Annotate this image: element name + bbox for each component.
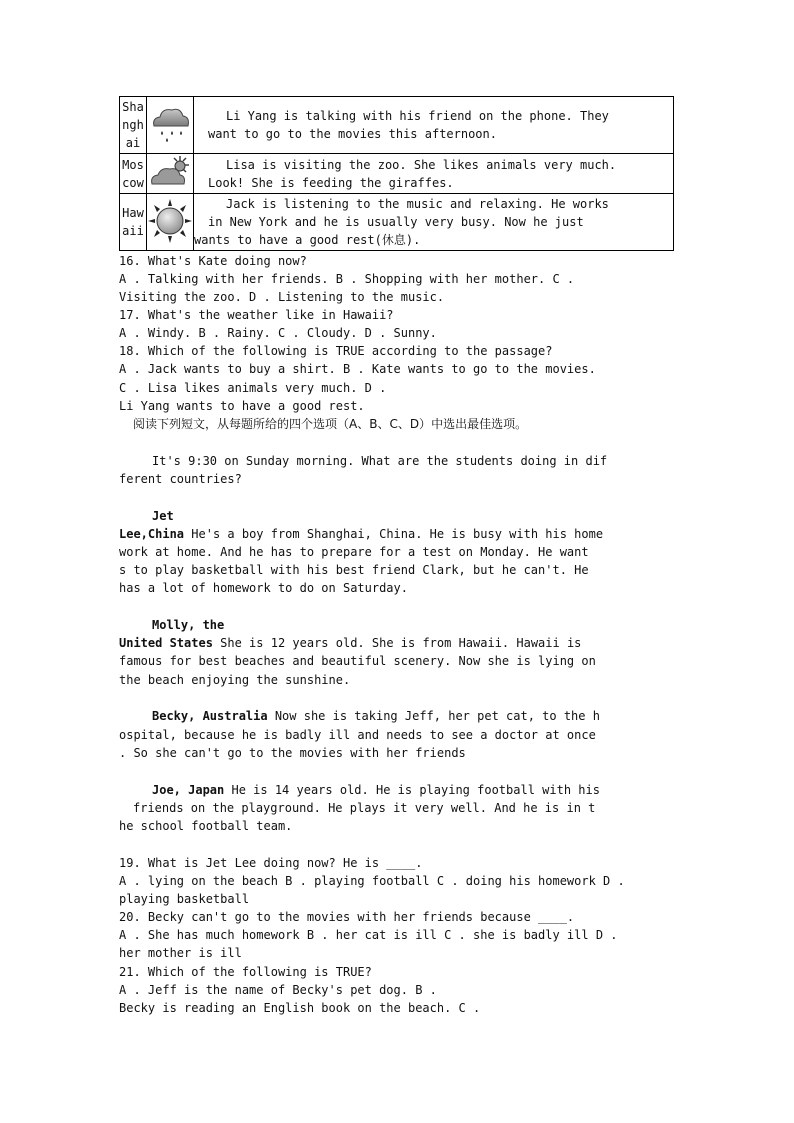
- passage-jet-name-1: Jet: [152, 509, 174, 523]
- question-18-options-end: Li Yang wants to have a good rest.: [119, 399, 365, 413]
- question-18: 18. Which of the following is TRUE according to the passage?: [119, 344, 553, 358]
- question-21-options-cont: Becky is reading an English book on the beach. C .: [119, 1001, 481, 1015]
- table-row-hawaii: [120, 194, 674, 251]
- passage-molly-line-3: the beach enjoying the sunshine.: [119, 673, 351, 687]
- section-instruction: 阅读下列短文，从每题所给的四个选项（A、B、C、D）中选出最佳选项。: [133, 417, 528, 431]
- passage-jet-line-3: s to play basketball with his best friend Clark, but he can't. He: [119, 563, 589, 577]
- passage-jet-line-1: Lee,China He's a boy from Shanghai, China. He is busy with his home: [119, 527, 604, 541]
- table-row-moscow: [120, 154, 674, 194]
- question-20: 20. Becky can't go to the movies with her friends because ____.: [119, 910, 575, 924]
- intro-line-2: ferent countries?: [119, 472, 242, 486]
- rain-cloud-icon: [147, 97, 194, 154]
- passage-joe-line-2: friends on the playground. He plays it very well. And he is in t: [133, 801, 596, 815]
- description-cell: Lisa is visiting the zoo. She likes animals very much. Look! She is feeding the giraffes.: [194, 154, 674, 194]
- weather-table: [119, 96, 674, 251]
- question-18-options-cont: C . Lisa likes animals very much. D .: [119, 381, 387, 395]
- question-21: 21. Which of the following is TRUE?: [119, 965, 372, 979]
- passage-molly-line-2: famous for best beaches and beautiful scenery. Now she is lying on: [119, 654, 596, 668]
- city-cell: Haw aii: [120, 194, 147, 251]
- description-cell: Jack is listening to the music and relaxing. He works in New York and he is usually very busy. Now he just wants to have a good rest(休息).: [194, 194, 674, 251]
- passage-becky-line-2: ospital, because he is badly ill and needs to see a doctor at once: [119, 728, 596, 742]
- passage-molly-line-1: United States She is 12 years old. She is from Hawaii. Hawaii is: [119, 636, 582, 650]
- sun-icon: [147, 194, 194, 251]
- table-row-shanghai: [120, 97, 674, 154]
- cloud-sun-icon: [147, 154, 194, 194]
- intro-line-1: It's 9:30 on Sunday morning. What are the students doing in dif: [152, 454, 608, 468]
- passage-jet-line-2: work at home. And he has to prepare for a test on Monday. He want: [119, 545, 589, 559]
- passage-joe-line-3: he school football team.: [119, 819, 293, 833]
- question-18-options: A . Jack wants to buy a shirt. B . Kate wants to go to the movies.: [119, 362, 596, 376]
- passage-joe-line-1: Joe, Japan He is 14 years old. He is playing football with his: [152, 783, 600, 797]
- question-16-options-cont: Visiting the zoo. D . Listening to the music.: [119, 290, 445, 304]
- passage-becky-line-3: . So she can't go to the movies with her friends: [119, 746, 466, 760]
- question-21-options: A . Jeff is the name of Becky's pet dog. B .: [119, 983, 437, 997]
- question-19-options-cont: playing basketball: [119, 892, 250, 906]
- question-16-options: A . Talking with her friends. B . Shopping with her mother. C .: [119, 272, 575, 286]
- question-19-options: A . lying on the beach B . playing football C . doing his homework D .: [119, 874, 625, 888]
- description-cell: Li Yang is talking with his friend on the phone. They want to go to the movies this afternoon.: [194, 97, 674, 154]
- question-16: 16. What's Kate doing now?: [119, 254, 307, 268]
- question-20-options: A . She has much homework B . her cat is ill C . she is badly ill D .: [119, 928, 618, 942]
- question-20-options-cont: her mother is ill: [119, 946, 242, 960]
- passage-jet-line-4: has a lot of homework to do on Saturday.: [119, 581, 408, 595]
- city-cell: Mos cow: [120, 154, 147, 194]
- passage-molly-name-1: Molly, the: [152, 618, 225, 632]
- question-17: 17. What's the weather like in Hawaii?: [119, 308, 394, 322]
- question-19: 19. What is Jet Lee doing now? He is ____.: [119, 856, 423, 870]
- question-17-options: A . Windy. B . Rainy. C . Cloudy. D . Sunny.: [119, 326, 437, 340]
- passage-becky-line-1: Becky, Australia Now she is taking Jeff, her pet cat, to the h: [152, 709, 600, 723]
- city-cell: Sha ngh ai: [120, 97, 147, 154]
